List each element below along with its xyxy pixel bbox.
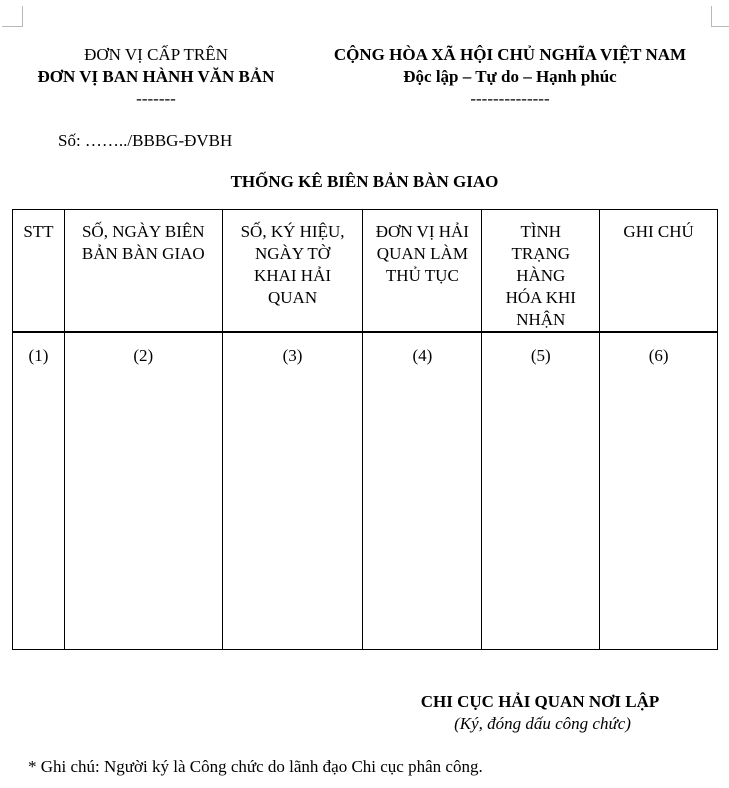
page-corner-mark-top-right (711, 6, 729, 27)
page-corner-mark-top-left (2, 6, 23, 27)
table-header-row (13, 210, 718, 333)
table-cell-index-3: (3) (222, 332, 363, 649)
header-right-divider: -------------- (470, 89, 550, 108)
table-row (13, 332, 718, 649)
column-header-notes: GHI CHÚ (600, 210, 718, 333)
table-cell-index-4: (4) (363, 332, 482, 649)
column-header-handover-record: SỐ, NGÀY BIÊN BẢN BÀN GIAO (64, 210, 222, 333)
header-right-block (306, 44, 714, 110)
country-name: CỘNG HÒA XÃ HỘI CHỦ NGHĨA VIỆT NAM (333, 45, 687, 64)
table-cell-index-1: (1) (13, 332, 65, 649)
document-title: THỐNG KÊ BIÊN BẢN BÀN GIAO (230, 172, 499, 191)
column-header-customs-declaration: SỐ, KÝ HIỆU, NGÀY TỜ KHAI HẢI QUAN (222, 210, 363, 333)
column-header-customs-unit: ĐƠN VỊ HẢI QUAN LÀM THỦ TỤC (363, 210, 482, 333)
parent-organization: ĐƠN VỊ CẤP TRÊN (84, 45, 228, 64)
footnote: * Ghi chú: Người ký là Công chức do lãnh đạo Chi cục phân công. (28, 757, 483, 776)
column-header-stt: STT (13, 210, 65, 333)
handover-statistics-table (12, 209, 718, 650)
header-left-block (10, 44, 302, 110)
table-cell-index-2: (2) (64, 332, 222, 649)
table-cell-index-6: (6) (600, 332, 718, 649)
signature-instruction: (Ký, đóng dấu công chức) (454, 714, 631, 733)
issuing-organization: ĐƠN VỊ BAN HÀNH VĂN BẢN (37, 67, 275, 86)
header-left-divider: ------- (136, 89, 176, 108)
national-motto: Độc lập – Tự do – Hạnh phúc (403, 67, 617, 86)
document-number: Số: ……../BBBG-ĐVBH (58, 131, 233, 150)
table-cell-index-5: (5) (482, 332, 600, 649)
signature-title: CHI CỤC HẢI QUAN NƠI LẬP (420, 692, 660, 711)
column-header-goods-condition: TÌNH TRẠNG HÀNG HÓA KHI NHẬN (482, 210, 600, 333)
